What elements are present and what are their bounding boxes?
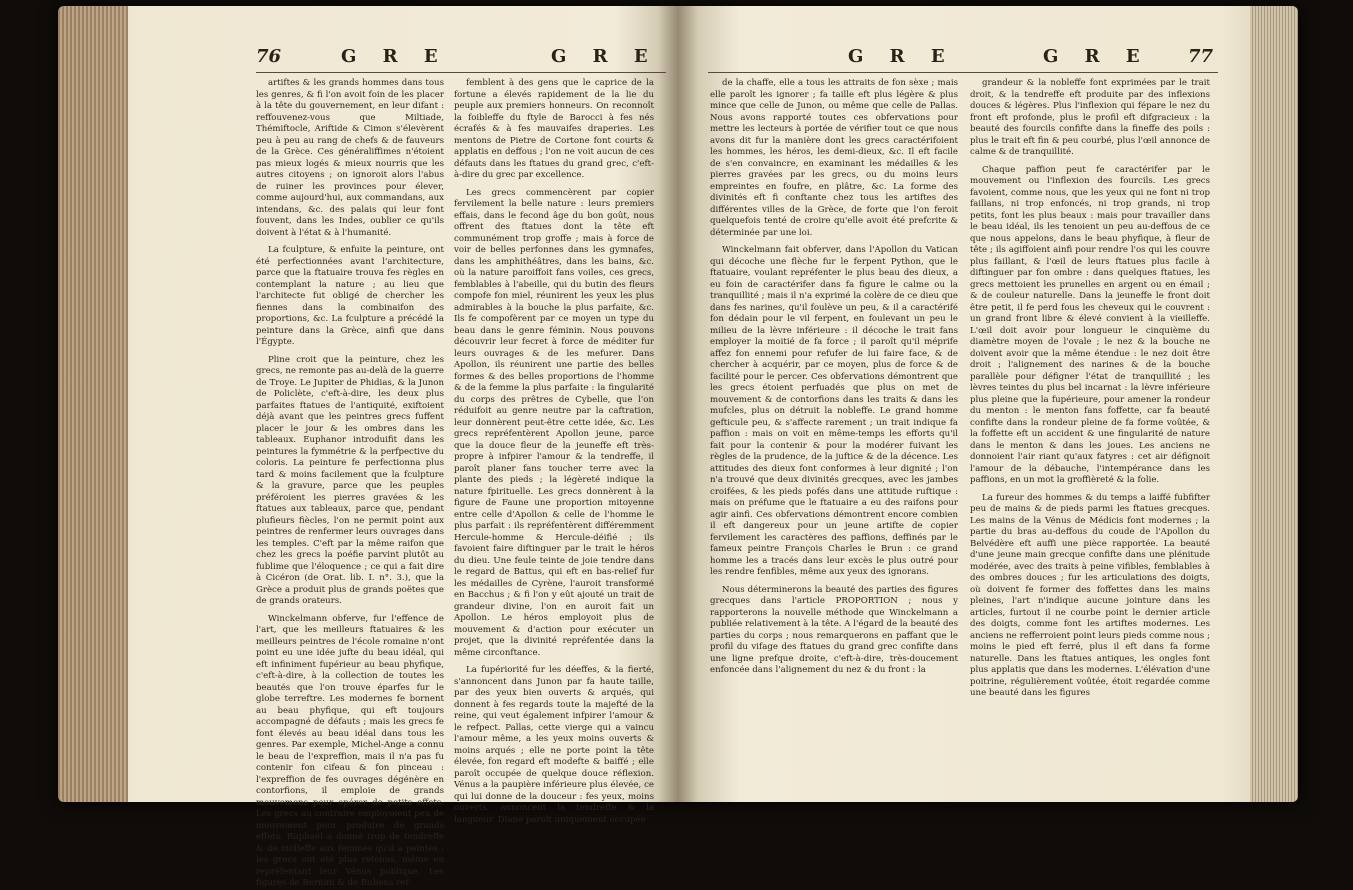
left-head-word-2: G R E: [551, 46, 658, 67]
left-column-2: [454, 78, 654, 825]
book-fore-edge-left: [58, 6, 128, 802]
right-column-2: [970, 78, 1210, 718]
paragraph: Winckelmann fait obferver, dans l'Apollon du Vatican qui décoche une flèche fur le ferpent Python, que le ftatuaire, voulant repréfenter le plus beau des dieux, a eu foin de caractérifer dans fa figure le calme ou la tranquillité ; mais il n'a exprimé la colère de ce dieu que dans fes narines, qu'il foulève un peu, & il a caractérifé fon dédain pour le vil ferpent, en foulevant un peu le milieu de la lèvre inférieure : il décoche le trait fans employer la moitié de fa force ; il paroît qu'il méprife affez fon ennemi pour refufer de lui faire face, & de chercher à acquérir, par ce moyen, plus de force & de facilité pour le percer. Ces obfervations démontrent que les grecs étoient perfuadés que plus on met de mouvement & de contorfions dans les traits & dans les mufcles, plus on détruit la nobleffe. Le grand homme gefticule peu, & s'affecte rarement ; un trait indique fa paffion : mais on voit en même-temps les efforts qu'il fait pour la contenir & pour la modérer fuivant les règles de la prudence, de la juftice & de la décence. Les attitudes des dieux font conformes à leur dignité ; l'on n'a trouvé que deux divinités grecques, avec les jambes croifées, & les pieds pofés dans une attitude ruftique : mais on préfume que le ftatuaire a eu des raifons pour agir ainfi. Ces obfervations démontrent encore combien il eft dangereux pour un jeune artifte de copier fervilement les caractères des paffions, deffinés par le fameux peintre François Charles le Brun : ce grand homme les a tracés dans leur excès le plus outré pour les rendre fenfibles, même aux yeux des ignorans.: [710, 245, 958, 577]
right-running-head: [698, 46, 1218, 76]
paragraph: artiftes & les grands hommes dans tous les genres, & fi l'on avoit foin de les placer à la tête du gouvernement, en leur difant : reffouvenez-vous que Miltiade, Thémiftocle, Ariftide & Cimon s'élevèrent peu à peu au rang de chefs & de fauveurs de la Grèce. Ces généraliffimes n'étoient pas mieux logés & mieux nourris que les autres citoyens ; on ignoroit alors l'abus de ruiner les provinces pour élever, comme aujourd'hui, aux commandans, aux intendans, &c. des palais qui leur font fouvent, dans les Indes, oublier ce qu'ils doivent à l'état & à l'humanité.: [256, 78, 444, 238]
left-running-head: [196, 46, 666, 76]
left-page-number: 76: [256, 46, 282, 67]
paragraph: La fupériorité fur les déeffes, & la fierté, s'annoncent dans Junon par fa haute taille, par des yeux bien ouverts & arqués, qui donnent à fes regards toute la majefté de la reine, qui veut également infpirer l'amour & le refpect. Pallas, cette vierge qui a vaincu l'amour même, a les yeux moins ouverts & moins arqués ; elle ne porte point la tête élevée, fon regard eft modefte & baiffé ; elle paroît occupée de quelque douce réflexion. Vénus a la paupière inférieure plus élevée, ce qui lui donne de la douceur : fes yeux, moins ouverts, annoncent la tendreffe & la langueur. Diane paroît uniquement occupée: [454, 665, 654, 825]
paragraph: de la chaffe, elle a tous les attraits de fon sèxe ; mais elle paroît les ignorer ; fa taille eft plus légère & plus mince que celle de Junon, ou même que celle de Pallas. Nous avons rapporté toutes ces obfervations pour mettre les lecteurs à portée de vérifier tout ce que nous avons dit fur la manière dont les grecs caractérifoient les hommes, les héros, les demi-dieux, &c. Il eft facile de s'en convaincre, en examinant les médailles & les pierres gravées par les grecs, ou du moins leurs empreintes en foufre, en plâtre, &c. La forme des divinités eft fi conftante chez tous les artiftes des différentes villes de la Grèce, de forte que l'on feroit quelquefois tenté de croire qu'elle avoit été prefcrite & déterminée par une loi.: [710, 78, 958, 238]
left-page: [196, 6, 666, 888]
right-page: [698, 6, 1218, 802]
left-head-rule: [256, 72, 666, 73]
paragraph: grandeur & la nobleffe font exprimées par le trait droit, & la tendreffe eft produite par des inflexions douces & légères. Plus l'inflexion qui fépare le nez du front eft profonde, plus le profil eft difgracieux : la beauté des fourcils confifte dans la fineffe des poils : plus le trait eft fin & peu courbé, plus l'œil annonce de calme & de tranquillité.: [970, 78, 1210, 157]
book-fore-edge-right: [1250, 6, 1298, 802]
right-column-1: [710, 78, 958, 718]
right-head-word-1: G R E: [848, 46, 955, 67]
paragraph: femblent à des gens que le caprice de la fortune a élevés rapidement de la lie du peuple aux premiers honneurs. On reconnoît la foibleffe du ftyle de Barocci à fes nés écrafés & à fes mauvaifes draperies. Les mentons de Pietre de Cortone font courts & applatis en deffous ; l'on ne voit aucun de ces défauts dans les ftatues du grand grec, c'eft-à-dire du grec par excellence.: [454, 78, 654, 180]
right-head-rule: [708, 72, 1218, 73]
paragraph: Chaque paffion peut fe caractérifer par le mouvement ou l'inflexion des fourcils. Les grecs favoient, comme nous, que les yeux qui ne font ni trop faillans, ni trop enfoncés, ni trop grands, ni trop petits, font les plus beaux : mais pour travailler dans le beau idéal, ils les tenoient un peu au-deffous de ce que nous appelons, dans le beau phyfique, à fleur de tête ; ils agiffoient ainfi pour rendre l'os qui les couvre plus faillant, & l'œil de leurs ftatues plus facile à diftinguer par fon ombre : dans quelques ftatues, les grecs mettoient les prunelles en argent ou en émail ; & de couleur naturelle. Dans la jeuneffe le front doit être petit, il fe perd fous les cheveux qui le couvrent : un grand front libre & élevé convient à la vieilleffe. L'œil doit avoir pour longueur le cinquième du diamètre moyen de l'ovale ; le nez & la bouche ne doivent avoir que la même étendue : le nez doit être droit ; l'alignement des narines & de la bouche parallèle pour défigner l'état de tranquillité ; les lèvres teintes du plus bel incarnat : la lèvre inférieure plus pleine que la fupérieure, pour amener la rondeur du menton : le menton fans foffette, car fa beauté confifte dans la rondeur pleine de fa forme voûtée, & la foffette eft un accident & une fingularité de nature dans le menton & dans les joues. Les anciens ne donnoient l'air riant qu'aux fatyres : cet air défignoit l'amour de la débauche, l'intempérance dans les paffions, en un mot la groffièreté & la folie.: [970, 164, 1210, 485]
right-page-number: 77: [1188, 46, 1214, 67]
paragraph: Les grecs commencèrent par copier fervilement la belle nature : leurs premiers effais, dans le fecond âge du bon goût, nous offrent des ftatues dont la tête eft communément trop groffe ; mais à force de voir de belles perfonnes dans les gymnafes, dans les amphithéâtres, dans les bains, &c. où la nature paroiffoit fans voiles, ces grecs, femblables à l'abeille, qui du butin des fleurs compofe fon miel, réunirent les yeux les plus admirables à la bouche la plus parfaite, &c. Ils fe compofèrent par ce moyen un type du beau dans le genre féminin. Nous pouvons découvrir leur fecret à force de méditer fur leurs ouvrages & de les mefurer. Dans Apollon, ils réunirent une partie des belles formes & des belles proportions de l'homme & de la femme la plus parfaite : la fingularité du corps des prêtres de Cybelle, que l'on réduifoit au genre neutre par la caftration, leur donnèrent peut-être cette idée, &c. Les grecs repréfentèrent Apollon jeune, parce que la douce fleur de la jeuneffe eft très-propre à infpirer l'amour & la tendreffe, il paroît planer fans toucher terre avec la plante des pieds ; la légèreté indique la nature fpirituelle. Les grecs donnèrent à la figure de Faune une proportion mitoyenne entre celle d'Apollon & celle de l'homme le plus parfait : ils repréfentèrent différemment Hercule-homme & Hercule-déifié ; ils favoient faire diftinguer par le trait le héros du dieu. Une feule teinte de joie tendre dans le regard de Battus, qui eft en bas-relief fur les médailles de Cyrène, l'auroit transformé en Bacchus ; & fi l'on y eût ajouté un trait de grandeur divine, l'on en auroit fait un Apollon. Le héros employoit plus de mouvement & d'action pour exécuter un projet, que la divinité repréfentée dans la même circonftance.: [454, 187, 654, 658]
book-spread: [58, 6, 1298, 888]
paragraph: La fureur des hommes & du temps a laiffé fubfifter peu de mains & de pieds parmi les ftatues grecques. Les mains de la Vénus de Médicis font modernes ; la partie du bras au-deffous du coude de l'Apollon du Belvédère eft auffi une pièce rapportée. La beauté d'une jeune main grecque confifte dans une plénitude modérée, avec des traits à peine vifibles, femblables à des ombres douces ; fur les articulations des doigts, où doivent fe former des foffettes dans les mains pleines, l'art n'indique aucune jointure dans les articles, furtout il ne courbe point le dernier article des doigts, comme font les artiftes modernes. Les anciens ne refferroient point leurs pieds comme nous ; moins le pied eft ferré, plus il eft dans fa forme naturelle. Dans les ftatues antiques, les ongles font plus applatis que dans les modernes. L'élévation d'une poitrine, régulièrement voûtée, étoit regardée comme une beauté dans les figures: [970, 492, 1210, 698]
right-head-word-2: G R E: [1043, 46, 1150, 67]
left-head-word-1: G R E: [341, 46, 448, 67]
left-column-1: [256, 78, 444, 888]
paragraph: La fculpture, & enfuite la peinture, ont été perfectionnées avant l'architecture, parce que la ftatuaire trouva fes règles en contemplant la nature ; au lieu que l'architecte fut obligé de chercher les fiennes dans la combinaifon des proportions, &c. La fculpture a précédé la peinture dans la Grèce, ainfi que dans l'Égypte.: [256, 245, 444, 347]
paragraph: Winckelmann obferve, fur l'effence de l'art, que les meilleurs ftatuaires & les meilleurs peintres de l'école romaine n'ont point eu une idée jufte du beau idéal, qui eft infiniment fupérieur au beau phyfique, c'eft-à-dire, à la collection de toutes les beautés que l'on trouve éparfes fur le globe terreftre. Les modernes fe bornent au beau phyfique, qui eft toujours accompagné de défauts ; mais les grecs fe font élevés au beau idéal dans tous les genres. Par exemple, Michel-Ange a connu le beau de l'expreffion, mais il n'a pas fu contenir fon cifeau & fon pinceau : l'expreffion de fes ouvrages dégénère en contorfions, il emploie de grands mouvemens pour opérer de petits effets. Les grecs au contraire employoient peu de mouvement pour produire de grands effets. Raphaël a donné trop de tendreffe & de molleffe aux femmes qu'il a peintes ; les grecs ont été plus retenus, même en repréfentant leur Vénus publique. Les figures de Bernini & de Rubens ref-: [256, 613, 444, 888]
paragraph: Nous déterminerons la beauté des parties des figures grecques dans l'article PROPORTION ; nous y rapporterons la nouvelle méthode que Winckelmann a publiée relativement à la tête. A l'égard de la beauté des parties du corps ; nous remarquerons en paffant que le profil du vifage des ftatues du grand grec confifte dans une ligne prefque droite, c'eft-à-dire, très-doucement enfoncée dans l'alignement du nez & du front : la: [710, 584, 958, 675]
paragraph: Pline croit que la peinture, chez les grecs, ne remonte pas au-delà de la guerre de Troye. Le Jupiter de Phidias, & la Junon de Policlète, c'eft-à-dire, les deux plus parfaites ftatues de l'antiquité, exiftoient déjà avant que les peintres grecs fuffent placer le jour & les ombres dans les tableaux. Euphanor introduifit dans les peintures la fymmétrie & la perfpective du coloris. La peinture fe perfectionna plus tard & moins facilement que la fculpture & la gravure, parce que les peuples préféroient les pierres gravées & les ftatues aux tableaux, parce que, pendant plufieurs fiècles, l'on ne permit point aux peintres de renfermer leurs ouvrages dans les temples. C'eft par la même raifon que chez les grecs la poéfie parvint plutôt au fublime que l'éloquence ; ce qui a fait dire à Cicéron (de Orat. lib. I. n°. 3.), que la Grèce a produit plus de grands poëtes que de grands orateurs.: [256, 354, 444, 606]
